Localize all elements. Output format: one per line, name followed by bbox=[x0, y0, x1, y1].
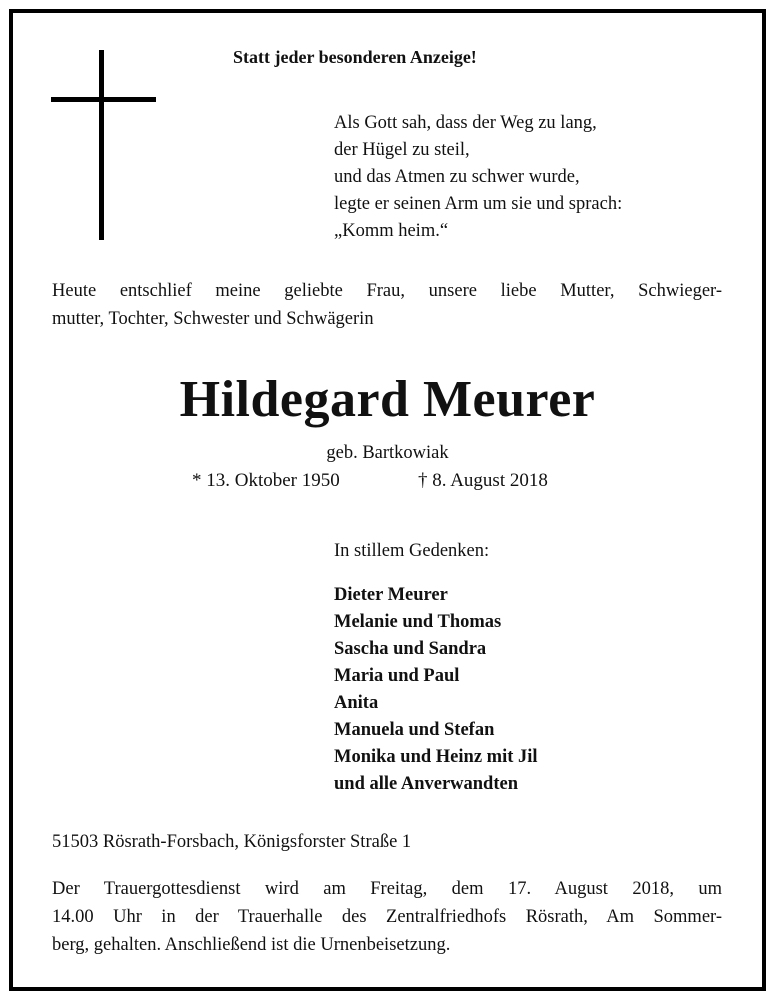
service-line: berg, gehalten. Anschließend ist die Urnenbeisetzung. bbox=[52, 935, 451, 955]
poem-line: der Hügel zu steil, bbox=[334, 140, 470, 160]
notice-heading: Statt jeder besonderen Anzeige! bbox=[233, 47, 477, 67]
deceased-name: Hildegard Meurer bbox=[179, 371, 596, 428]
poem-line: legte er seinen Arm um sie und sprach: bbox=[334, 194, 623, 214]
mourner-item: Sascha und Sandra bbox=[334, 639, 487, 659]
death-date: † 8. August 2018 bbox=[418, 470, 548, 491]
mourners-list bbox=[334, 582, 538, 798]
intro-text bbox=[52, 277, 722, 333]
mourner-item: Monika und Heinz mit Jil bbox=[334, 747, 538, 767]
intro-line: Heute entschlief meine geliebte Frau, unsere liebe Mutter, Schwieger- bbox=[52, 281, 722, 301]
service-text bbox=[52, 875, 722, 959]
mourner-item: Manuela und Stefan bbox=[334, 720, 495, 740]
birth-date: * 13. Oktober 1950 bbox=[192, 470, 340, 491]
family-address: 51503 Rösrath-Forsbach, Königsforster Straße 1 bbox=[52, 832, 412, 852]
mourner-item: Anita bbox=[334, 693, 379, 713]
mourner-item: Maria und Paul bbox=[334, 666, 460, 686]
cross-icon-bar bbox=[51, 97, 156, 102]
mourner-item: und alle Anverwandten bbox=[334, 774, 519, 794]
mourner-item: Dieter Meurer bbox=[334, 585, 448, 605]
birth-name: geb. Bartkowiak bbox=[326, 443, 449, 463]
mourner-item: Melanie und Thomas bbox=[334, 612, 502, 632]
poem-line: Als Gott sah, dass der Weg zu lang, bbox=[334, 113, 597, 133]
memory-label: In stillem Gedenken: bbox=[334, 541, 490, 561]
service-line: Der Trauergottesdienst wird am Freitag, dem 17. August 2018, um bbox=[52, 879, 722, 899]
intro-line: mutter, Tochter, Schwester und Schwägerin bbox=[52, 309, 374, 329]
cross-icon bbox=[99, 50, 104, 240]
poem-line: „Komm heim.“ bbox=[334, 221, 449, 241]
poem-line: und das Atmen zu schwer wurde, bbox=[334, 167, 580, 187]
service-line: 14.00 Uhr in der Trauerhalle des Zentralfriedhofs Rösrath, Am Sommer- bbox=[52, 907, 722, 927]
poem bbox=[334, 110, 622, 245]
